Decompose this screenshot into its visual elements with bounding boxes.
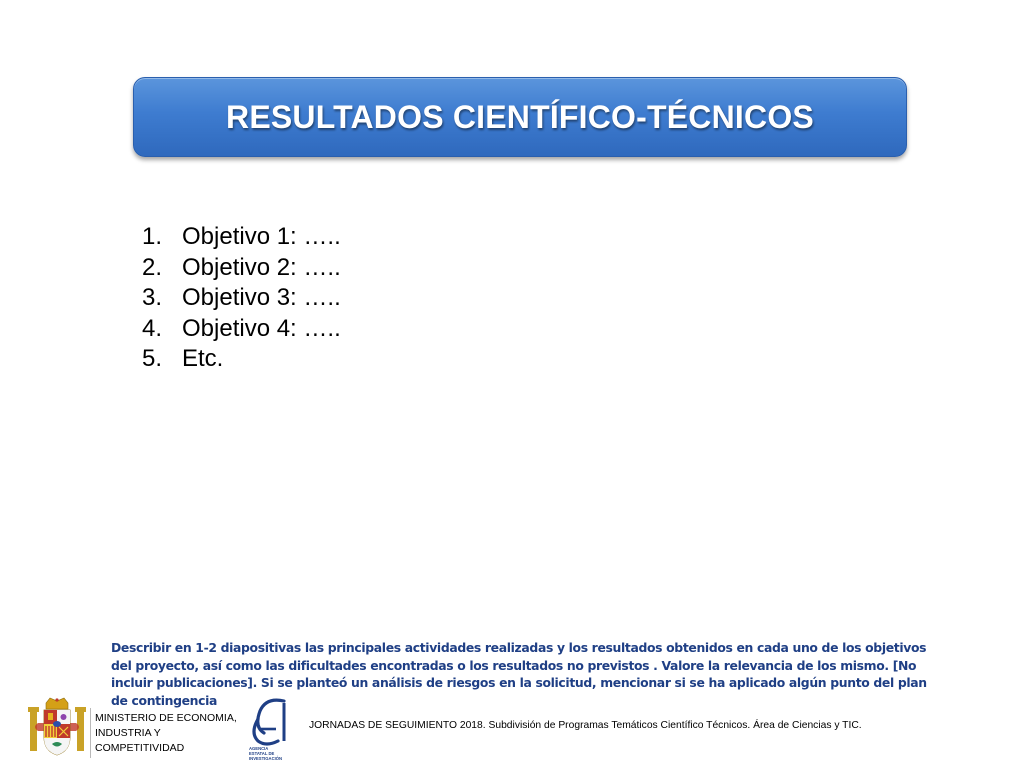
objectives-list [142, 222, 341, 375]
list-item-number: 5. [142, 345, 163, 372]
list-item [142, 253, 341, 284]
list-item [142, 314, 341, 345]
title-banner [133, 77, 907, 157]
ministry-line: COMPETITIVIDAD [95, 742, 185, 754]
slide-title: RESULTADOS CIENTÍFICO-TÉCNICOS [226, 98, 814, 135]
list-item-number: 2. [142, 253, 163, 281]
list-item-text: Objetivo 2: ….. [182, 253, 341, 281]
agency-logo-line: ESTATAL DE [249, 751, 275, 756]
list-item-text: Objetivo 4: ….. [182, 314, 341, 342]
list-item [142, 283, 341, 314]
ministry-line: INDUSTRIA Y [95, 727, 161, 739]
aei-agency-logo-icon [246, 697, 290, 763]
footer-divider [90, 708, 91, 758]
agency-logo-line: AGENCIA [249, 746, 269, 751]
list-item [142, 222, 341, 253]
instructions-text: Describir en 1-2 diapositivas las principales actividades realizadas y los resultados obtenidos en cada uno de los objetivos del proyecto, así como las dificultades encontradas o los resultados no previstos . Valore la relevancia de los mismo. [No incluir publicaciones]. Si se planteó un análisis de riesgos en la solicitud, mencionar si se ha aplicado algún punto del plan de contingencia [111, 640, 927, 708]
spain-coat-of-arms-icon [28, 697, 86, 759]
list-item-number: 4. [142, 314, 163, 342]
ministry-line: MINISTERIO DE ECONOMIA, [95, 712, 237, 724]
list-item-text: Etc. [182, 345, 224, 372]
list-item-text: Objetivo 1: ….. [182, 223, 341, 250]
list-item [142, 344, 341, 375]
list-item-number: 3. [142, 284, 163, 311]
ministry-name [95, 711, 245, 756]
list-item-text: Objetivo 3: ….. [182, 284, 341, 311]
agency-logo-line: INVESTIGACIÓN [249, 756, 283, 761]
list-item-number: 1. [142, 223, 163, 250]
footer-event-text: JORNADAS DE SEGUIMIENTO 2018. Subdivisión de Programas Temáticos Científico Técnicos. Área de Ciencias y TIC. [309, 720, 862, 731]
